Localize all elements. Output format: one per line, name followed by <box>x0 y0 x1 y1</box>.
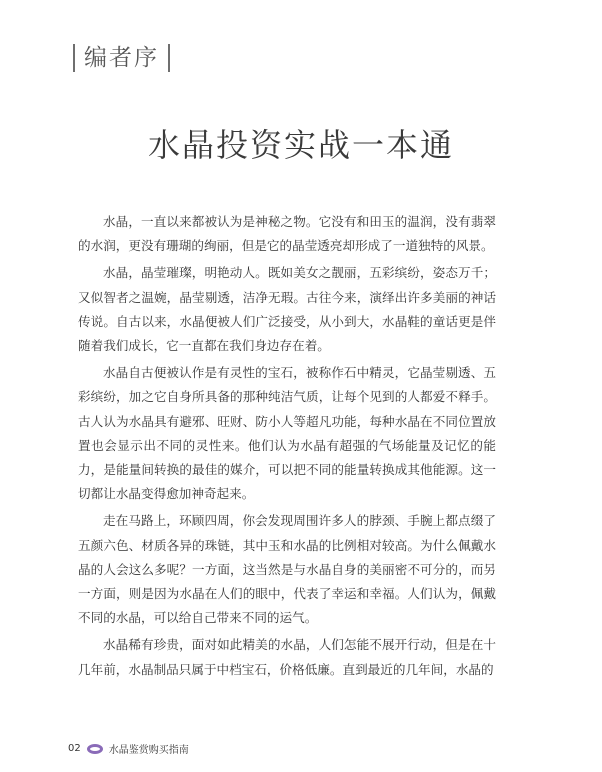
page-footer <box>68 741 189 756</box>
book-title: 水晶鉴赏购买指南 <box>108 745 189 756</box>
paragraph: 水晶稀有珍贵，面对如此精美的水晶，人们怎能不展开行动，但是在十几年前，水晶制品只属于中档宝石，价格低廉。直到最近的几年间，水晶的 <box>78 637 496 677</box>
right-divider <box>168 44 170 72</box>
page-number: 02 <box>68 743 81 754</box>
paragraph: 走在马路上，环顾四周，你会发现周围许多人的脖颈、手腕上都点缀了五颜六色、材质各异的珠链，其中玉和水晶的比例相对较高。为什么佩戴水晶的人会这么多呢？一方面，这当然是与水晶自身的美丽密不可分的，而另一方面，则是因为水晶在人们的眼中，代表了幸运和幸福。人们认为，佩戴不同的水晶，可以给自己带来不同的运气。 <box>78 513 496 626</box>
left-divider <box>73 44 75 72</box>
section-label <box>73 44 170 72</box>
paragraph: 水晶，一直以来都被认为是神秘之物。它没有和田玉的温润，没有翡翠的水润，更没有珊瑚的绚丽，但是它的晶莹透亮却形成了一道独特的风景。 <box>78 214 496 254</box>
section-heading: 编者序 <box>84 45 159 71</box>
crystal-bracelet-icon <box>87 744 103 754</box>
paragraph: 水晶，晶莹璀璨，明艳动人。既如美女之靓丽，五彩缤纷，姿态万千；又似智者之温婉，晶莹剔透，洁净无瑕。古往今来，演绎出许多美丽的神话传说。自古以来，水晶便被人们广泛接受，从小到大，水晶鞋的童话更是伴随着我们成长，它一直都在我们身边存在着。 <box>78 265 496 354</box>
paragraph: 水晶自古便被认作是有灵性的宝石，被称作石中精灵，它晶莹剔透、五彩缤纷，加之它自身所具备的那种纯洁气质，让每个见到的人都爱不释手。古人认为水晶具有避邪、旺财、防小人等超凡功能，每种水晶在不同位置放置也会显示出不同的灵性来。他们认为水晶有超强的气场能量及记忆的能力，是能量间转换的最佳的媒介，可以把不同的能量转换成其他能源。这一切都让水晶变得愈加神奇起来。 <box>78 365 496 502</box>
body-text <box>78 210 496 685</box>
page-title: 水晶投资实战一本通 <box>147 126 454 164</box>
